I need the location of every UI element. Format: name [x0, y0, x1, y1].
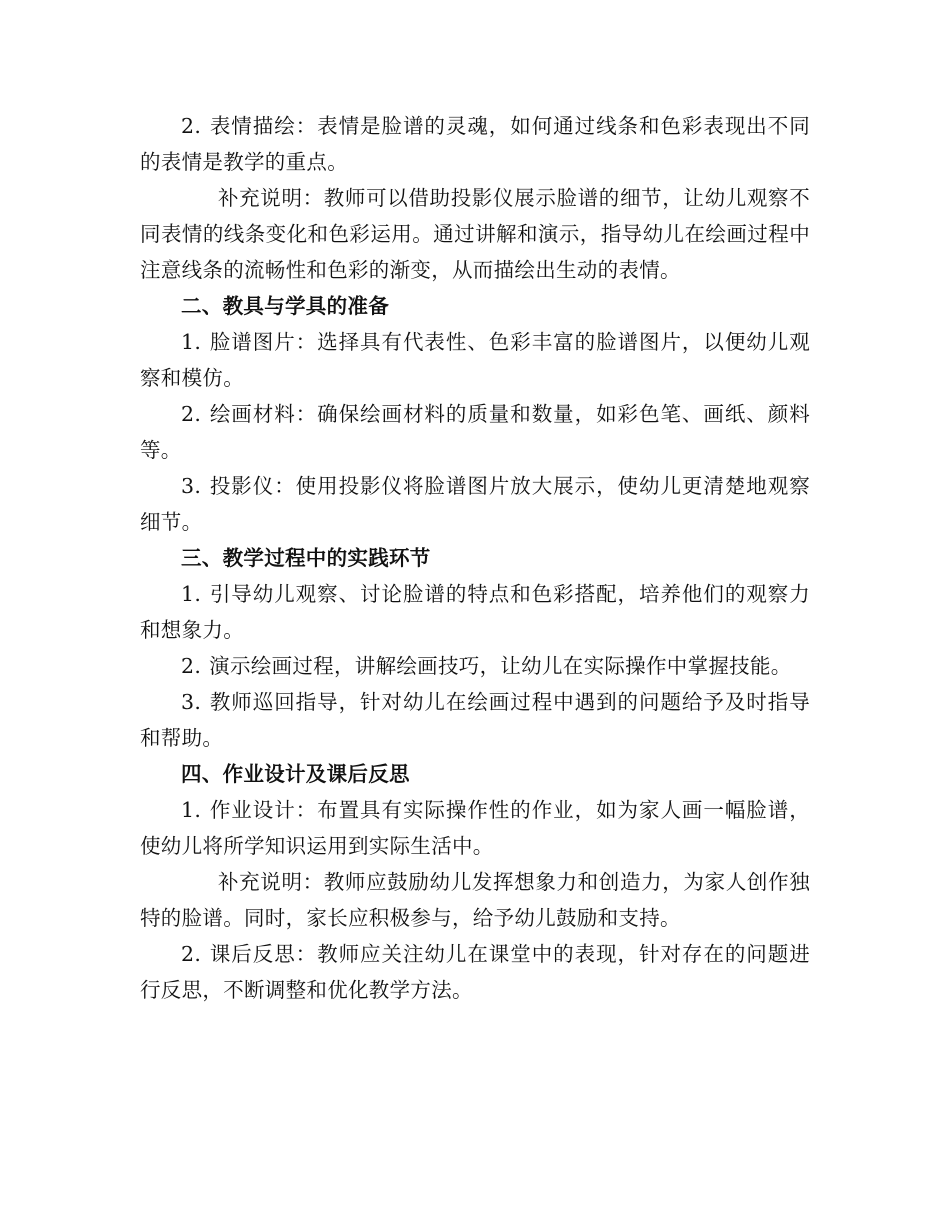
item-text: 演示绘画过程，讲解绘画技巧，让幼儿在实际操作中掌握技能。	[209, 654, 792, 678]
item-text: 引导幼儿观察、讨论脸谱的特点和色彩搭配，培养他们的观察力和想象力。	[140, 582, 810, 642]
list-item-drawing-materials	[140, 396, 810, 468]
list-item-observe-discuss	[140, 576, 810, 648]
item-number: 1.	[181, 582, 202, 606]
item-number: 2.	[181, 114, 202, 138]
list-item-homework-design	[140, 792, 810, 864]
item-text: 脸谱图片：选择具有代表性、色彩丰富的脸谱图片，以便幼儿观察和模仿。	[140, 330, 810, 390]
item-number: 3.	[181, 474, 202, 498]
item-text: 作业设计：布置具有实际操作性的作业，如为家人画一幅脸谱，使幼儿将所学知识运用到实际生活中。	[140, 798, 810, 858]
list-item-expression-drawing	[140, 108, 810, 180]
item-number: 2.	[181, 402, 202, 426]
item-number: 1.	[181, 330, 202, 354]
item-text: 课后反思：教师应关注幼儿在课堂中的表现，针对存在的问题进行反思，不断调整和优化教学方法。	[140, 942, 810, 1002]
list-item-projector	[140, 468, 810, 540]
list-item-mask-pictures	[140, 324, 810, 396]
item-text: 教师巡回指导，针对幼儿在绘画过程中遇到的问题给予及时指导和帮助。	[140, 690, 810, 750]
list-item-guidance	[140, 684, 810, 756]
item-text: 投影仪：使用投影仪将脸谱图片放大展示，使幼儿更清楚地观察细节。	[140, 474, 810, 534]
supplementary-note: 补充说明：教师应鼓励幼儿发挥想象力和创造力，为家人创作独特的脸谱。同时，家长应积极参与，给予幼儿鼓励和支持。	[140, 870, 810, 930]
item-text: 表情描绘：表情是脸谱的灵魂，如何通过线条和色彩表现出不同的表情是教学的重点。	[140, 114, 810, 174]
item-number: 2.	[181, 654, 202, 678]
section-heading-materials: 二、教具与学具的准备	[181, 294, 389, 318]
item-number: 2.	[181, 942, 202, 966]
section-heading-practice: 三、教学过程中的实践环节	[181, 546, 431, 570]
section-heading-homework: 四、作业设计及课后反思	[181, 762, 410, 786]
document-page	[140, 108, 810, 1008]
supplementary-note: 补充说明：教师可以借助投影仪展示脸谱的细节，让幼儿观察不同表情的线条变化和色彩运用。通过讲解和演示，指导幼儿在绘画过程中注意线条的流畅性和色彩的渐变，从而描绘出生动的表情。	[140, 186, 810, 282]
list-item-reflection	[140, 936, 810, 1008]
list-item-demonstrate	[140, 648, 810, 684]
item-text: 绘画材料：确保绘画材料的质量和数量，如彩色笔、画纸、颜料等。	[140, 402, 810, 462]
item-number: 3.	[181, 690, 202, 714]
item-number: 1.	[181, 798, 202, 822]
